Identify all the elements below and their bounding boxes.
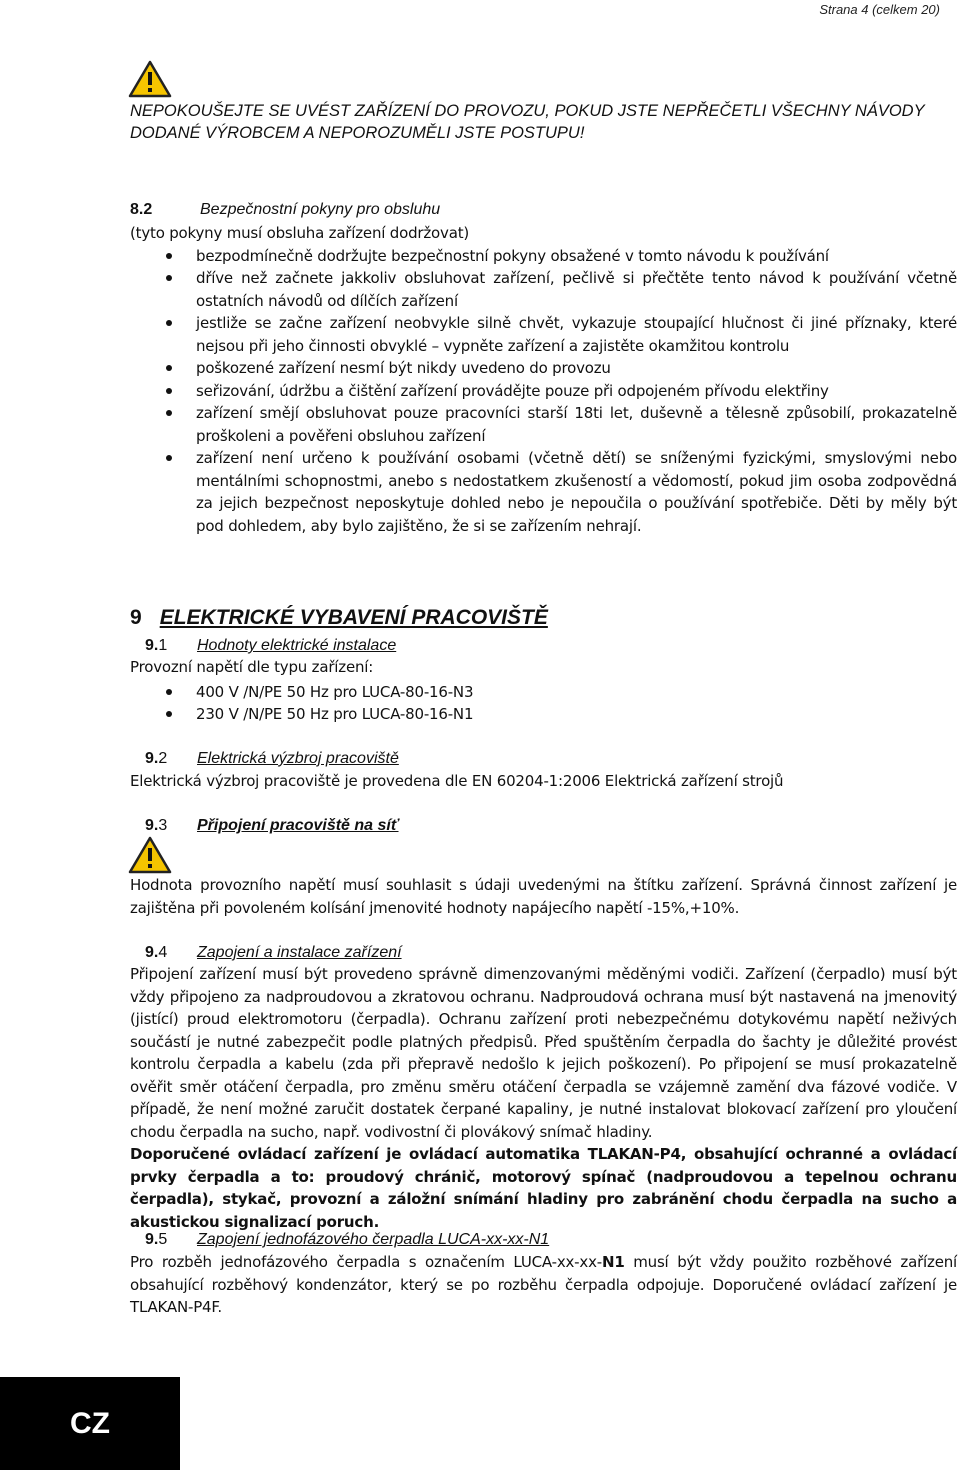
list-item: zařízení smějí obsluhovat pouze pracovníci starší 18ti let, duševně a tělesně způsobilí, prokazatelně proškoleni a pověřeni obsluhou zařízení	[130, 402, 957, 447]
section-8-2-body	[130, 222, 957, 537]
section-9-2-heading: 9.2 Elektrická výzbroj pracoviště	[145, 750, 399, 767]
language-tab: CZ	[0, 1377, 180, 1470]
section-9-4-bold-text: Doporučené ovládací zařízení je ovládací automatika TLAKAN-P4, obsahující ochranné a ovládací prvky čerpadla a to: proudový chránič, motorový spínač (nadproudovou a tepelnou ochranu čerpadla), stykač, provozní a záložní snímání hladiny pro zabránění chodu čerpadla na sucho a akustickou signalizací poruch.	[130, 1145, 957, 1231]
section-8-2-heading: 8.2 Bezpečnostní pokyny pro obsluhu	[130, 201, 441, 218]
section-9-1-body	[130, 656, 957, 726]
section-9-5-heading: 9.5 Zapojení jednofázového čerpadla LUCA-xx-xx-N1	[145, 1231, 550, 1248]
section-9-4-body	[130, 963, 957, 1233]
list-item: zařízení není určeno k používání osobami (včetně dětí) se sníženými fyzickými, smyslovými nebo mentálními schopnostmi, anebo s nedostatkem zkušeností a vědomostí, pokud jim osoba zodpovědná za jejich bezpečnost neposkytuje dohled nebo je nepoučila o používání spotřebiče. Děti by měly být pod dohledem, aby bylo zajištěno, že si se zařízením nehrají.	[130, 447, 957, 537]
safety-bullet-list	[130, 245, 957, 538]
section-9-1-heading: 9.1 Hodnoty elektrické instalace	[145, 637, 397, 654]
warning-triangle-icon	[128, 836, 172, 879]
section-9-5-text: Pro rozběh jednofázového čerpadla s označením LUCA-xx-xx-N1 musí být vždy použito rozběhové zařízení obsahující rozběhový kondenzátor, který se po rozběhu čerpadla odpojuje. Doporučené ovládací zařízení je TLAKAN-P4F.	[130, 1253, 957, 1316]
section-9-4-heading: 9.4 Zapojení a instalace zařízení	[145, 944, 402, 961]
section-9-2-text: Elektrická výzbroj pracoviště je provedena dle EN 60204-1:2006 Elektrická zařízení strojů	[130, 772, 784, 790]
section-8-2-intro: (tyto pokyny musí obsluha zařízení dodržovat)	[130, 224, 470, 242]
list-item: poškozené zařízení nesmí být nikdy uvedeno do provozu	[130, 357, 957, 380]
voltage-bullet-list	[130, 681, 957, 726]
warning-message: NEPOKOUŠEJTE SE UVÉST ZAŘÍZENÍ DO PROVOZU, POKUD JSTE NEPŘEČETLI VŠECHNY NÁVODY DODANÉ VÝROBCEM A NEPOROZUMĚLI JSTE POSTUPU!	[130, 102, 925, 142]
section-9-heading: 9 ELEKTRICKÉ VYBAVENÍ PRACOVIŠTĚ	[130, 606, 548, 629]
page-number: Strana 4 (celkem 20)	[819, 2, 940, 17]
list-item: jestliže se začne zařízení neobvykle silně chvět, vykazuje stoupající hlučnost či jiné příznaky, které nejsou při jeho činnosti obvyklé – vypněte zařízení a zajistěte okamžitou kontrolu	[130, 312, 957, 357]
warning-triangle-icon	[128, 60, 172, 103]
section-9-4-text: Připojení zařízení musí být provedeno správně dimenzovanými měděnými vodiči. Zařízení (čerpadlo) musí být vždy připojeno za nadproudovou a zkratovou ochranu. Nadproudová ochrana musí být nastavená na jmenovitý (jistící) proud elektromotoru (čerpadla). Ochranu zařízení proti nebezpečnému dotykovému napětí neživých součástí je nutné zabezpečit podle platných předpisů. Před spuštěním čerpadla do šachty je důležité provést kontrolu čerpadla a kabelu (zda při přepravě nedošlo k jejich poškození). Po připojení se musí prokazatelně ověřit směr otáčení čerpadla, pro změnu směru otáčení čerpadla se vzájemně zamění dva fázové vodiče. V případě, že není možné zaručit dostatek čerpané kapaliny, je nutné instalovat blokovací zařízení pro yloučení chodu čerpadla na sucho, např. vodivostní či plovákový snímač hladiny.	[130, 965, 957, 1141]
list-item: 400 V /N/PE 50 Hz pro LUCA-80-16-N3	[130, 681, 957, 704]
list-item: bezpodmínečně dodržujte bezpečnostní pokyny obsažené v tomto návodu k používání	[130, 245, 957, 268]
section-9-1-intro: Provozní napětí dle typu zařízení:	[130, 658, 374, 676]
list-item: 230 V /N/PE 50 Hz pro LUCA-80-16-N1	[130, 703, 957, 726]
section-9-3-text: Hodnota provozního napětí musí souhlasit s údaji uvedenými na štítku zařízení. Správná činnost zařízení je zajištěna při povoleném kolísání jmenovité hodnoty napájecího napětí -15%,+10%.	[130, 876, 957, 917]
list-item: dříve než začnete jakkoliv obsluhovat zařízení, pečlivě si přečtěte tento návod k používání včetně ostatních návodů od dílčích zařízení	[130, 267, 957, 312]
list-item: seřizování, údržbu a čištění zařízení provádějte pouze při odpojeném přívodu elektřiny	[130, 380, 957, 403]
section-9-3-heading: 9.3 Připojení pracoviště na síť	[145, 817, 399, 834]
